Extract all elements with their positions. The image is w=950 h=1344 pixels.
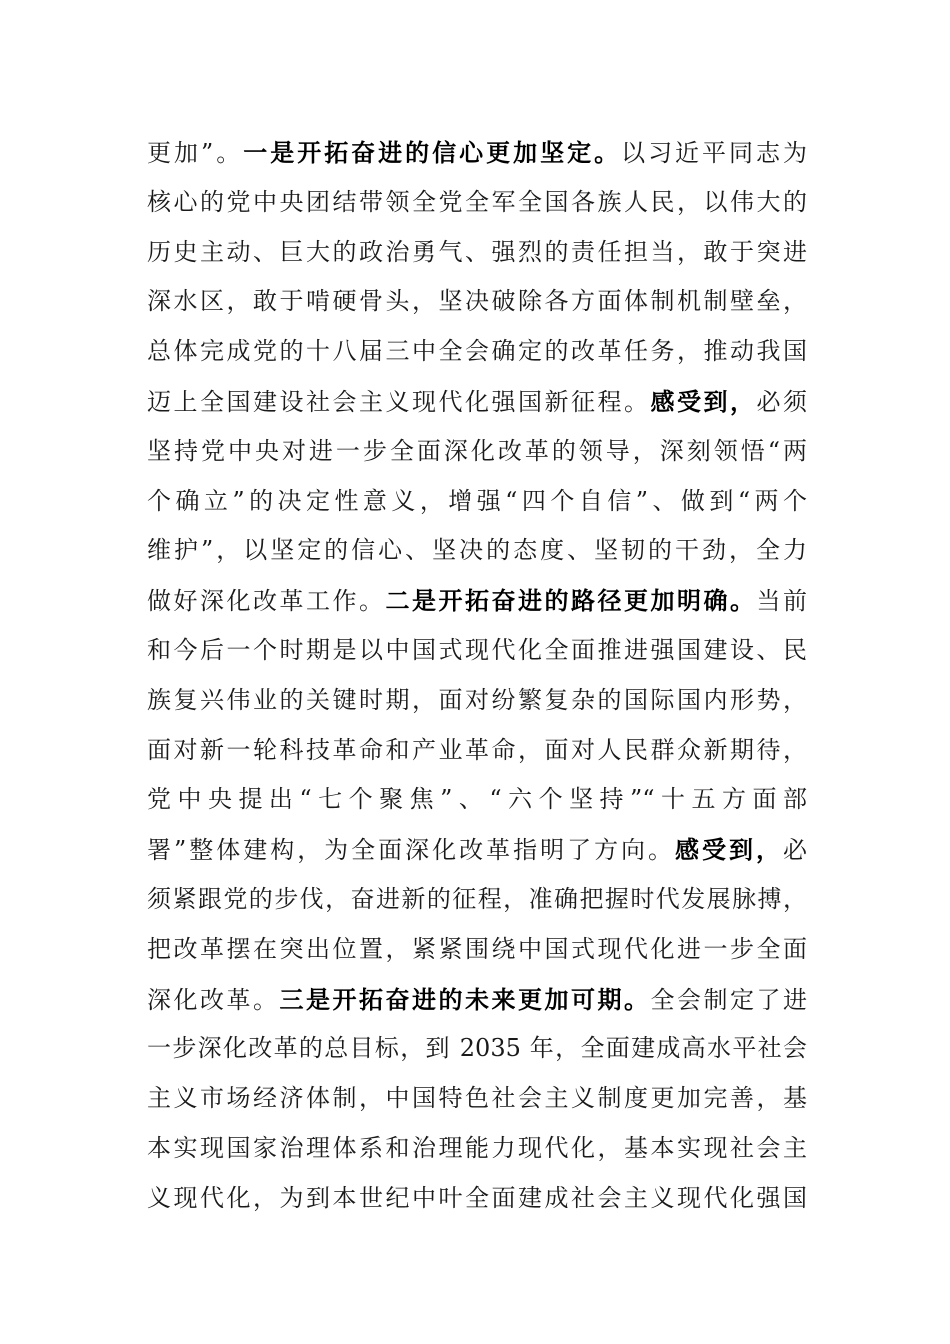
text-run: 历史主动、巨大的政治勇气、强烈的责任担当，敢于突进 <box>147 237 807 266</box>
text-run: 必 <box>783 836 807 865</box>
bold-phrase: 二是开拓奋进的路径更加明确。 <box>385 586 757 616</box>
text-run: 面对新一轮科技革命和产业革命，面对人民群众新期待， <box>147 735 807 764</box>
text-line <box>147 377 807 427</box>
text-line <box>147 277 807 327</box>
text-run: 把改革摆在突出位置，紧紧围绕中国式现代化进一步全面 <box>147 934 807 963</box>
text-line <box>147 676 807 726</box>
text-line <box>147 775 807 825</box>
text-run: 党中央提出“七个聚焦”、“六个坚持”“十五方面部 <box>147 785 807 814</box>
text-run: 个确立”的决定性意义，增强“四个自信”、做到“两个 <box>147 486 807 515</box>
text-run: 深水区，敢于啃硬骨头，坚决破除各方面体制机制壁垒， <box>147 287 807 316</box>
body-text <box>147 128 807 1224</box>
bold-phrase: 感受到， <box>650 386 757 416</box>
text-run: 主义市场经济体制，中国特色社会主义制度更加完善，基 <box>147 1084 807 1113</box>
text-run: 维护”，以坚定的信心、坚决的态度、坚韧的干劲，全力 <box>147 536 807 565</box>
bold-phrase: 一是开拓奋进的信心更加坚定。 <box>243 138 622 167</box>
bold-phrase: 三是开拓奋进的未来更加可期。 <box>279 984 651 1014</box>
text-line <box>147 526 807 576</box>
text-line <box>147 1074 807 1124</box>
text-line <box>147 178 807 228</box>
text-line <box>147 477 807 527</box>
text-run: 和今后一个时期是以中国式现代化全面推进强国建设、民 <box>147 635 807 664</box>
text-run: 署”整体建构，为全面深化改革指明了方向。 <box>147 836 676 865</box>
text-line <box>147 875 807 925</box>
text-run: 做好深化改革工作。 <box>147 587 386 616</box>
text-line <box>147 576 807 626</box>
text-run: 更加”。 <box>147 139 244 167</box>
text-run: 迈上全国建设社会主义现代化强国新征程。 <box>147 387 651 416</box>
text-run: 本实现国家治理体系和治理能力现代化，基本实现社会主 <box>147 1133 807 1162</box>
text-run: 族复兴伟业的关键时期，面对纷繁复杂的国际国内形势， <box>147 685 807 714</box>
text-line <box>147 825 807 875</box>
text-line <box>147 1124 807 1174</box>
text-run: 坚持党中央对进一步全面深化改革的领导，深刻领悟“两 <box>147 436 807 465</box>
text-run: 全会制定了进 <box>650 985 807 1014</box>
text-run: 义现代化，为到本世纪中叶全面建成社会主义现代化强国 <box>147 1183 807 1212</box>
text-run: 必须 <box>756 387 807 416</box>
text-run: 须紧跟党的步伐，奋进新的征程，准确把握时代发展脉搏， <box>147 884 807 913</box>
text-run: 深化改革。 <box>147 985 280 1014</box>
text-run: 总体完成党的十八届三中全会确定的改革任务，推动我国 <box>147 337 807 366</box>
text-run: 当前 <box>756 587 807 616</box>
text-run: 核心的党中央团结带领全党全军全国各族人民，以伟大的 <box>147 187 807 216</box>
text-line <box>147 626 807 676</box>
text-line <box>147 427 807 477</box>
text-run: 一步深化改革的总目标，到 2035 年，全面建成高水平社会 <box>147 1034 807 1063</box>
text-line <box>147 1024 807 1074</box>
text-line <box>147 975 807 1025</box>
text-line <box>147 327 807 377</box>
text-line <box>147 925 807 975</box>
text-line <box>147 1174 807 1224</box>
text-line <box>147 128 807 178</box>
bold-phrase: 感受到， <box>675 835 783 865</box>
text-run: 以习近平同志为 <box>621 139 808 167</box>
text-line <box>147 228 807 278</box>
text-line <box>147 726 807 776</box>
